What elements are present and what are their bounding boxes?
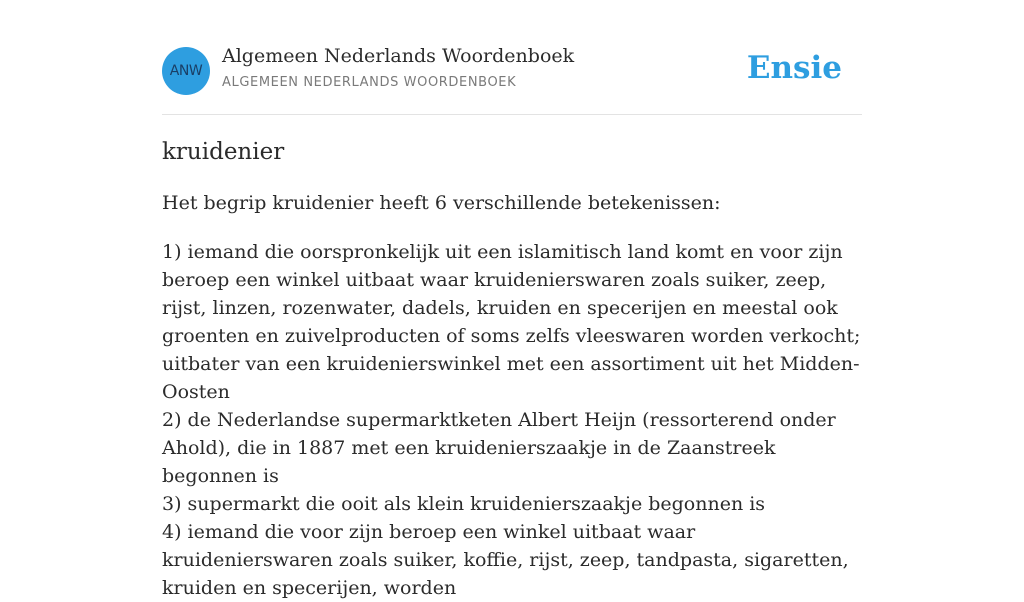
definition-item: 1) iemand die oorspronkelijk uit een islamitisch land komt en voor zijn beroep een winkel uitbaat waar kruidenierswaren zoals suiker, zeep, rijst, linzen, rozenwater, dadels, kruiden en specerijen en meestal ook groenten en zuivelproducten of soms zelfs vleeswaren worden verkocht; uitbater van een kruidenierswinkel met een assortiment uit het Midden-Oosten <box>162 241 861 403</box>
definition-item: 2) de Nederlandse supermarktketen Albert Heijn (ressorterend onder Ahold), die in 1887 met een kruidenierszaakje in de Zaanstreek begonnen is <box>162 409 836 487</box>
dictionary-title[interactable]: Algemeen Nederlands Woordenboek <box>222 45 575 67</box>
page-container <box>162 0 862 599</box>
ensie-brand-logo[interactable]: Ensie <box>746 50 842 86</box>
entry-word: kruidenier <box>162 139 285 165</box>
definition-item: 3) supermarkt die ooit als klein kruidenierszaakje begonnen is <box>162 493 766 515</box>
definition-item: 4) iemand die voor zijn beroep een winkel uitbaat waar kruidenierswaren zoals suiker, koffie, rijst, zeep, tandpasta, sigaretten, kruiden en specerijen, worden <box>162 521 849 599</box>
anw-logo[interactable]: ANW <box>162 47 210 95</box>
site-header <box>162 0 862 115</box>
entry-intro: Het begrip kruidenier heeft 6 verschillende betekenissen: <box>162 192 721 214</box>
definition-list <box>162 238 862 602</box>
dictionary-subtitle: ALGEMEEN NEDERLANDS WOORDENBOEK <box>222 75 517 90</box>
